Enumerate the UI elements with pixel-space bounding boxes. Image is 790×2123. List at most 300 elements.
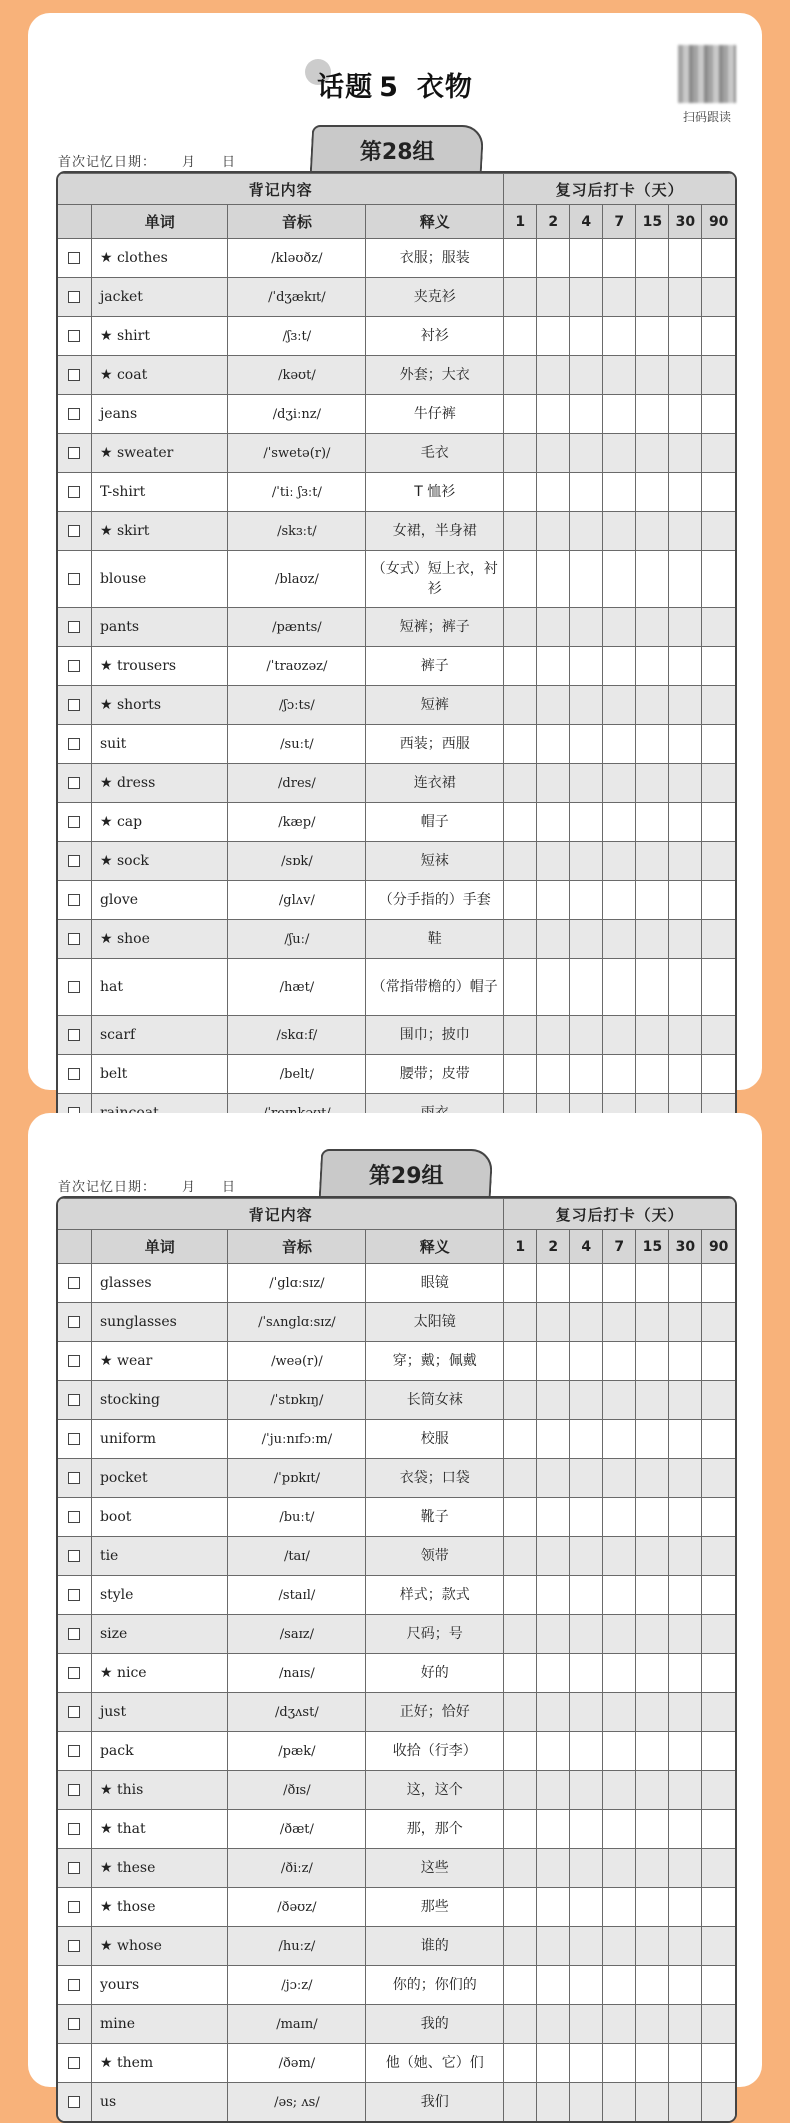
checkin-cell-day-30[interactable] bbox=[669, 1016, 702, 1055]
checkin-cell-day-7[interactable] bbox=[603, 395, 636, 434]
checkin-cell-day-7[interactable] bbox=[603, 764, 636, 803]
checkin-cell-day-15[interactable] bbox=[636, 434, 669, 473]
row-checkbox[interactable] bbox=[68, 1901, 80, 1913]
checkin-cell-day-1[interactable] bbox=[504, 1498, 537, 1537]
checkin-cell-day-15[interactable] bbox=[636, 1810, 669, 1849]
checkin-cell-day-15[interactable] bbox=[636, 842, 669, 881]
checkin-cell-day-90[interactable] bbox=[702, 1927, 735, 1966]
checkin-cell-day-7[interactable] bbox=[603, 959, 636, 1016]
checkin-cell-day-2[interactable] bbox=[537, 803, 570, 842]
checkin-cell-day-30[interactable] bbox=[669, 1459, 702, 1498]
row-checkbox[interactable] bbox=[68, 2057, 80, 2069]
checkin-cell-day-2[interactable] bbox=[537, 1615, 570, 1654]
checkin-cell-day-30[interactable] bbox=[669, 1771, 702, 1810]
checkin-cell-day-4[interactable] bbox=[570, 1303, 603, 1342]
checkin-cell-day-30[interactable] bbox=[669, 473, 702, 512]
checkin-cell-day-15[interactable] bbox=[636, 1576, 669, 1615]
checkin-cell-day-7[interactable] bbox=[603, 2005, 636, 2044]
checkin-cell-day-90[interactable] bbox=[702, 725, 735, 764]
row-checkbox[interactable] bbox=[68, 1355, 80, 1367]
checkin-cell-day-90[interactable] bbox=[702, 2083, 735, 2122]
checkin-cell-day-90[interactable] bbox=[702, 1381, 735, 1420]
checkin-cell-day-1[interactable] bbox=[504, 1459, 537, 1498]
checkin-cell-day-7[interactable] bbox=[603, 2044, 636, 2083]
checkin-cell-day-1[interactable] bbox=[504, 2044, 537, 2083]
checkin-cell-day-90[interactable] bbox=[702, 551, 735, 608]
checkin-cell-day-90[interactable] bbox=[702, 1342, 735, 1381]
checkin-cell-day-30[interactable] bbox=[669, 1055, 702, 1094]
checkin-cell-day-2[interactable] bbox=[537, 764, 570, 803]
row-checkbox[interactable] bbox=[68, 1745, 80, 1757]
row-checkbox[interactable] bbox=[68, 777, 80, 789]
checkin-cell-day-4[interactable] bbox=[570, 395, 603, 434]
checkin-cell-day-15[interactable] bbox=[636, 512, 669, 551]
row-checkbox[interactable] bbox=[68, 1433, 80, 1445]
row-checkbox[interactable] bbox=[68, 1316, 80, 1328]
checkin-cell-day-4[interactable] bbox=[570, 1459, 603, 1498]
checkin-cell-day-7[interactable] bbox=[603, 239, 636, 278]
checkin-cell-day-4[interactable] bbox=[570, 1888, 603, 1927]
checkin-cell-day-90[interactable] bbox=[702, 1693, 735, 1732]
checkin-cell-day-15[interactable] bbox=[636, 356, 669, 395]
row-checkbox[interactable] bbox=[68, 369, 80, 381]
checkin-cell-day-1[interactable] bbox=[504, 1576, 537, 1615]
checkin-cell-day-30[interactable] bbox=[669, 881, 702, 920]
checkin-cell-day-90[interactable] bbox=[702, 1498, 735, 1537]
checkin-cell-day-15[interactable] bbox=[636, 2044, 669, 2083]
checkin-cell-day-15[interactable] bbox=[636, 551, 669, 608]
checkin-cell-day-4[interactable] bbox=[570, 278, 603, 317]
checkin-cell-day-1[interactable] bbox=[504, 2083, 537, 2122]
checkin-cell-day-7[interactable] bbox=[603, 1810, 636, 1849]
checkin-cell-day-7[interactable] bbox=[603, 1654, 636, 1693]
checkin-cell-day-1[interactable] bbox=[504, 1303, 537, 1342]
checkin-cell-day-1[interactable] bbox=[504, 1732, 537, 1771]
checkin-cell-day-90[interactable] bbox=[702, 317, 735, 356]
checkin-cell-day-4[interactable] bbox=[570, 725, 603, 764]
row-checkbox[interactable] bbox=[68, 1862, 80, 1874]
checkin-cell-day-7[interactable] bbox=[603, 1927, 636, 1966]
checkin-cell-day-4[interactable] bbox=[570, 1810, 603, 1849]
checkin-cell-day-30[interactable] bbox=[669, 239, 702, 278]
row-checkbox[interactable] bbox=[68, 855, 80, 867]
checkin-cell-day-1[interactable] bbox=[504, 1615, 537, 1654]
checkin-cell-day-90[interactable] bbox=[702, 1264, 735, 1303]
checkin-cell-day-4[interactable] bbox=[570, 2083, 603, 2122]
checkin-cell-day-2[interactable] bbox=[537, 1576, 570, 1615]
checkin-cell-day-7[interactable] bbox=[603, 842, 636, 881]
checkin-cell-day-30[interactable] bbox=[669, 1732, 702, 1771]
qr-code-icon[interactable] bbox=[678, 45, 736, 103]
checkin-cell-day-30[interactable] bbox=[669, 1888, 702, 1927]
row-checkbox[interactable] bbox=[68, 1550, 80, 1562]
checkin-cell-day-15[interactable] bbox=[636, 608, 669, 647]
checkin-cell-day-1[interactable] bbox=[504, 1381, 537, 1420]
row-checkbox[interactable] bbox=[68, 1784, 80, 1796]
checkin-cell-day-7[interactable] bbox=[603, 1459, 636, 1498]
checkin-cell-day-7[interactable] bbox=[603, 512, 636, 551]
checkin-cell-day-1[interactable] bbox=[504, 1966, 537, 2005]
checkin-cell-day-2[interactable] bbox=[537, 356, 570, 395]
checkin-cell-day-4[interactable] bbox=[570, 608, 603, 647]
checkin-cell-day-2[interactable] bbox=[537, 881, 570, 920]
checkin-cell-day-90[interactable] bbox=[702, 1576, 735, 1615]
checkin-cell-day-90[interactable] bbox=[702, 764, 735, 803]
checkin-cell-day-30[interactable] bbox=[669, 1810, 702, 1849]
checkin-cell-day-90[interactable] bbox=[702, 1654, 735, 1693]
checkin-cell-day-30[interactable] bbox=[669, 278, 702, 317]
checkin-cell-day-30[interactable] bbox=[669, 1654, 702, 1693]
checkin-cell-day-7[interactable] bbox=[603, 803, 636, 842]
checkin-cell-day-7[interactable] bbox=[603, 1771, 636, 1810]
checkin-cell-day-2[interactable] bbox=[537, 1732, 570, 1771]
checkin-cell-day-1[interactable] bbox=[504, 1016, 537, 1055]
checkin-cell-day-90[interactable] bbox=[702, 1459, 735, 1498]
checkin-cell-day-7[interactable] bbox=[603, 1498, 636, 1537]
checkin-cell-day-2[interactable] bbox=[537, 239, 570, 278]
checkin-cell-day-7[interactable] bbox=[603, 686, 636, 725]
checkin-cell-day-30[interactable] bbox=[669, 959, 702, 1016]
row-checkbox[interactable] bbox=[68, 1394, 80, 1406]
checkin-cell-day-4[interactable] bbox=[570, 1849, 603, 1888]
checkin-cell-day-30[interactable] bbox=[669, 1615, 702, 1654]
checkin-cell-day-4[interactable] bbox=[570, 1498, 603, 1537]
checkin-cell-day-7[interactable] bbox=[603, 1615, 636, 1654]
checkin-cell-day-90[interactable] bbox=[702, 1016, 735, 1055]
checkin-cell-day-30[interactable] bbox=[669, 1537, 702, 1576]
checkin-cell-day-1[interactable] bbox=[504, 434, 537, 473]
checkin-cell-day-30[interactable] bbox=[669, 1381, 702, 1420]
checkin-cell-day-15[interactable] bbox=[636, 803, 669, 842]
checkin-cell-day-90[interactable] bbox=[702, 647, 735, 686]
checkin-cell-day-90[interactable] bbox=[702, 1849, 735, 1888]
checkin-cell-day-1[interactable] bbox=[504, 1342, 537, 1381]
checkin-cell-day-7[interactable] bbox=[603, 473, 636, 512]
checkin-cell-day-15[interactable] bbox=[636, 1264, 669, 1303]
checkin-cell-day-90[interactable] bbox=[702, 239, 735, 278]
checkin-cell-day-7[interactable] bbox=[603, 1016, 636, 1055]
checkin-cell-day-4[interactable] bbox=[570, 764, 603, 803]
checkin-cell-day-90[interactable] bbox=[702, 1537, 735, 1576]
row-checkbox[interactable] bbox=[68, 894, 80, 906]
checkin-cell-day-7[interactable] bbox=[603, 647, 636, 686]
checkin-cell-day-4[interactable] bbox=[570, 2044, 603, 2083]
checkin-cell-day-15[interactable] bbox=[636, 1927, 669, 1966]
checkin-cell-day-2[interactable] bbox=[537, 1420, 570, 1459]
checkin-cell-day-2[interactable] bbox=[537, 512, 570, 551]
checkin-cell-day-90[interactable] bbox=[702, 434, 735, 473]
checkin-cell-day-15[interactable] bbox=[636, 1498, 669, 1537]
checkin-cell-day-30[interactable] bbox=[669, 1303, 702, 1342]
checkin-cell-day-30[interactable] bbox=[669, 686, 702, 725]
checkin-cell-day-2[interactable] bbox=[537, 473, 570, 512]
row-checkbox[interactable] bbox=[68, 1706, 80, 1718]
checkin-cell-day-90[interactable] bbox=[702, 803, 735, 842]
checkin-cell-day-4[interactable] bbox=[570, 551, 603, 608]
checkin-cell-day-4[interactable] bbox=[570, 803, 603, 842]
checkin-cell-day-90[interactable] bbox=[702, 278, 735, 317]
row-checkbox[interactable] bbox=[68, 981, 80, 993]
checkin-cell-day-4[interactable] bbox=[570, 317, 603, 356]
checkin-cell-day-15[interactable] bbox=[636, 1771, 669, 1810]
checkin-cell-day-15[interactable] bbox=[636, 1303, 669, 1342]
checkin-cell-day-2[interactable] bbox=[537, 317, 570, 356]
checkin-cell-day-90[interactable] bbox=[702, 1771, 735, 1810]
checkin-cell-day-30[interactable] bbox=[669, 2005, 702, 2044]
checkin-cell-day-2[interactable] bbox=[537, 959, 570, 1016]
checkin-cell-day-4[interactable] bbox=[570, 239, 603, 278]
checkin-cell-day-15[interactable] bbox=[636, 278, 669, 317]
checkin-cell-day-30[interactable] bbox=[669, 1576, 702, 1615]
checkin-cell-day-4[interactable] bbox=[570, 959, 603, 1016]
checkin-cell-day-4[interactable] bbox=[570, 2005, 603, 2044]
checkin-cell-day-4[interactable] bbox=[570, 1654, 603, 1693]
checkin-cell-day-1[interactable] bbox=[504, 356, 537, 395]
checkin-cell-day-2[interactable] bbox=[537, 2044, 570, 2083]
checkin-cell-day-15[interactable] bbox=[636, 647, 669, 686]
checkin-cell-day-4[interactable] bbox=[570, 512, 603, 551]
checkin-cell-day-30[interactable] bbox=[669, 1264, 702, 1303]
checkin-cell-day-2[interactable] bbox=[537, 1537, 570, 1576]
checkin-cell-day-7[interactable] bbox=[603, 278, 636, 317]
checkin-cell-day-2[interactable] bbox=[537, 278, 570, 317]
checkin-cell-day-15[interactable] bbox=[636, 1420, 669, 1459]
checkin-cell-day-2[interactable] bbox=[537, 608, 570, 647]
checkin-cell-day-1[interactable] bbox=[504, 1420, 537, 1459]
checkin-cell-day-7[interactable] bbox=[603, 608, 636, 647]
row-checkbox[interactable] bbox=[68, 1979, 80, 1991]
checkin-cell-day-2[interactable] bbox=[537, 1016, 570, 1055]
checkin-cell-day-4[interactable] bbox=[570, 1732, 603, 1771]
checkin-cell-day-2[interactable] bbox=[537, 1693, 570, 1732]
checkin-cell-day-15[interactable] bbox=[636, 1849, 669, 1888]
row-checkbox[interactable] bbox=[68, 1589, 80, 1601]
checkin-cell-day-2[interactable] bbox=[537, 1342, 570, 1381]
row-checkbox[interactable] bbox=[68, 621, 80, 633]
checkin-cell-day-2[interactable] bbox=[537, 1927, 570, 1966]
row-checkbox[interactable] bbox=[68, 2018, 80, 2030]
checkin-cell-day-4[interactable] bbox=[570, 1771, 603, 1810]
checkin-cell-day-15[interactable] bbox=[636, 473, 669, 512]
row-checkbox[interactable] bbox=[68, 291, 80, 303]
checkin-cell-day-7[interactable] bbox=[603, 881, 636, 920]
checkin-cell-day-15[interactable] bbox=[636, 686, 669, 725]
checkin-cell-day-1[interactable] bbox=[504, 1693, 537, 1732]
row-checkbox[interactable] bbox=[68, 330, 80, 342]
checkin-cell-day-90[interactable] bbox=[702, 1966, 735, 2005]
checkin-cell-day-15[interactable] bbox=[636, 1459, 669, 1498]
checkin-cell-day-4[interactable] bbox=[570, 1420, 603, 1459]
checkin-cell-day-30[interactable] bbox=[669, 434, 702, 473]
row-checkbox[interactable] bbox=[68, 738, 80, 750]
checkin-cell-day-30[interactable] bbox=[669, 608, 702, 647]
checkin-cell-day-4[interactable] bbox=[570, 1693, 603, 1732]
checkin-cell-day-30[interactable] bbox=[669, 1498, 702, 1537]
checkin-cell-day-30[interactable] bbox=[669, 1693, 702, 1732]
row-checkbox[interactable] bbox=[68, 1277, 80, 1289]
checkin-cell-day-1[interactable] bbox=[504, 1537, 537, 1576]
checkin-cell-day-4[interactable] bbox=[570, 686, 603, 725]
checkin-cell-day-1[interactable] bbox=[504, 959, 537, 1016]
checkin-cell-day-4[interactable] bbox=[570, 1615, 603, 1654]
checkin-cell-day-15[interactable] bbox=[636, 881, 669, 920]
checkin-cell-day-1[interactable] bbox=[504, 920, 537, 959]
checkin-cell-day-7[interactable] bbox=[603, 725, 636, 764]
row-checkbox[interactable] bbox=[68, 816, 80, 828]
checkin-cell-day-90[interactable] bbox=[702, 2044, 735, 2083]
checkin-cell-day-2[interactable] bbox=[537, 551, 570, 608]
checkin-cell-day-90[interactable] bbox=[702, 512, 735, 551]
checkin-cell-day-4[interactable] bbox=[570, 1576, 603, 1615]
row-checkbox[interactable] bbox=[68, 1029, 80, 1041]
checkin-cell-day-4[interactable] bbox=[570, 1342, 603, 1381]
checkin-cell-day-15[interactable] bbox=[636, 1016, 669, 1055]
checkin-cell-day-90[interactable] bbox=[702, 1420, 735, 1459]
checkin-cell-day-90[interactable] bbox=[702, 608, 735, 647]
checkin-cell-day-15[interactable] bbox=[636, 764, 669, 803]
checkin-cell-day-90[interactable] bbox=[702, 842, 735, 881]
checkin-cell-day-2[interactable] bbox=[537, 395, 570, 434]
checkin-cell-day-90[interactable] bbox=[702, 1732, 735, 1771]
checkin-cell-day-15[interactable] bbox=[636, 1537, 669, 1576]
checkin-cell-day-30[interactable] bbox=[669, 551, 702, 608]
checkin-cell-day-30[interactable] bbox=[669, 725, 702, 764]
checkin-cell-day-1[interactable] bbox=[504, 278, 537, 317]
checkin-cell-day-15[interactable] bbox=[636, 2083, 669, 2122]
checkin-cell-day-90[interactable] bbox=[702, 356, 735, 395]
checkin-cell-day-2[interactable] bbox=[537, 1498, 570, 1537]
checkin-cell-day-90[interactable] bbox=[702, 473, 735, 512]
checkin-cell-day-7[interactable] bbox=[603, 1693, 636, 1732]
checkin-cell-day-7[interactable] bbox=[603, 1732, 636, 1771]
checkin-cell-day-90[interactable] bbox=[702, 395, 735, 434]
checkin-cell-day-2[interactable] bbox=[537, 647, 570, 686]
checkin-cell-day-15[interactable] bbox=[636, 1381, 669, 1420]
checkin-cell-day-2[interactable] bbox=[537, 1888, 570, 1927]
checkin-cell-day-15[interactable] bbox=[636, 920, 669, 959]
row-checkbox[interactable] bbox=[68, 447, 80, 459]
checkin-cell-day-1[interactable] bbox=[504, 1055, 537, 1094]
checkin-cell-day-30[interactable] bbox=[669, 647, 702, 686]
checkin-cell-day-15[interactable] bbox=[636, 725, 669, 764]
checkin-cell-day-2[interactable] bbox=[537, 2005, 570, 2044]
checkin-cell-day-1[interactable] bbox=[504, 473, 537, 512]
checkin-cell-day-90[interactable] bbox=[702, 1810, 735, 1849]
row-checkbox[interactable] bbox=[68, 933, 80, 945]
checkin-cell-day-4[interactable] bbox=[570, 434, 603, 473]
checkin-cell-day-90[interactable] bbox=[702, 1615, 735, 1654]
row-checkbox[interactable] bbox=[68, 408, 80, 420]
checkin-cell-day-4[interactable] bbox=[570, 881, 603, 920]
checkin-cell-day-2[interactable] bbox=[537, 1849, 570, 1888]
checkin-cell-day-4[interactable] bbox=[570, 1966, 603, 2005]
row-checkbox[interactable] bbox=[68, 1068, 80, 1080]
checkin-cell-day-7[interactable] bbox=[603, 434, 636, 473]
row-checkbox[interactable] bbox=[68, 1823, 80, 1835]
checkin-cell-day-30[interactable] bbox=[669, 395, 702, 434]
checkin-cell-day-1[interactable] bbox=[504, 239, 537, 278]
checkin-cell-day-1[interactable] bbox=[504, 2005, 537, 2044]
checkin-cell-day-1[interactable] bbox=[504, 881, 537, 920]
checkin-cell-day-1[interactable] bbox=[504, 1888, 537, 1927]
checkin-cell-day-15[interactable] bbox=[636, 1654, 669, 1693]
checkin-cell-day-4[interactable] bbox=[570, 1927, 603, 1966]
checkin-cell-day-15[interactable] bbox=[636, 317, 669, 356]
checkin-cell-day-7[interactable] bbox=[603, 1537, 636, 1576]
checkin-cell-day-30[interactable] bbox=[669, 1849, 702, 1888]
row-checkbox[interactable] bbox=[68, 252, 80, 264]
checkin-cell-day-4[interactable] bbox=[570, 1264, 603, 1303]
checkin-cell-day-90[interactable] bbox=[702, 881, 735, 920]
checkin-cell-day-4[interactable] bbox=[570, 1381, 603, 1420]
checkin-cell-day-90[interactable] bbox=[702, 1055, 735, 1094]
checkin-cell-day-2[interactable] bbox=[537, 1055, 570, 1094]
checkin-cell-day-1[interactable] bbox=[504, 1654, 537, 1693]
checkin-cell-day-15[interactable] bbox=[636, 1732, 669, 1771]
checkin-cell-day-1[interactable] bbox=[504, 1771, 537, 1810]
checkin-cell-day-30[interactable] bbox=[669, 1342, 702, 1381]
checkin-cell-day-30[interactable] bbox=[669, 1927, 702, 1966]
checkin-cell-day-15[interactable] bbox=[636, 1888, 669, 1927]
row-checkbox[interactable] bbox=[68, 1472, 80, 1484]
checkin-cell-day-2[interactable] bbox=[537, 842, 570, 881]
checkin-cell-day-4[interactable] bbox=[570, 920, 603, 959]
row-checkbox[interactable] bbox=[68, 1667, 80, 1679]
checkin-cell-day-7[interactable] bbox=[603, 1888, 636, 1927]
checkin-cell-day-2[interactable] bbox=[537, 1459, 570, 1498]
checkin-cell-day-90[interactable] bbox=[702, 920, 735, 959]
checkin-cell-day-30[interactable] bbox=[669, 1420, 702, 1459]
checkin-cell-day-30[interactable] bbox=[669, 2083, 702, 2122]
checkin-cell-day-90[interactable] bbox=[702, 1888, 735, 1927]
checkin-cell-day-2[interactable] bbox=[537, 1771, 570, 1810]
checkin-cell-day-30[interactable] bbox=[669, 317, 702, 356]
checkin-cell-day-15[interactable] bbox=[636, 959, 669, 1016]
checkin-cell-day-1[interactable] bbox=[504, 512, 537, 551]
checkin-cell-day-30[interactable] bbox=[669, 764, 702, 803]
checkin-cell-day-4[interactable] bbox=[570, 1537, 603, 1576]
checkin-cell-day-7[interactable] bbox=[603, 1966, 636, 2005]
checkin-cell-day-7[interactable] bbox=[603, 920, 636, 959]
checkin-cell-day-2[interactable] bbox=[537, 434, 570, 473]
checkin-cell-day-15[interactable] bbox=[636, 2005, 669, 2044]
checkin-cell-day-15[interactable] bbox=[636, 1342, 669, 1381]
row-checkbox[interactable] bbox=[68, 2096, 80, 2108]
checkin-cell-day-7[interactable] bbox=[603, 2083, 636, 2122]
checkin-cell-day-1[interactable] bbox=[504, 842, 537, 881]
checkin-cell-day-2[interactable] bbox=[537, 1381, 570, 1420]
row-checkbox[interactable] bbox=[68, 1628, 80, 1640]
row-checkbox[interactable] bbox=[68, 1940, 80, 1952]
row-checkbox[interactable] bbox=[68, 573, 80, 585]
row-checkbox[interactable] bbox=[68, 486, 80, 498]
checkin-cell-day-30[interactable] bbox=[669, 920, 702, 959]
checkin-cell-day-7[interactable] bbox=[603, 1381, 636, 1420]
checkin-cell-day-15[interactable] bbox=[636, 1615, 669, 1654]
checkin-cell-day-1[interactable] bbox=[504, 608, 537, 647]
checkin-cell-day-1[interactable] bbox=[504, 803, 537, 842]
checkin-cell-day-90[interactable] bbox=[702, 959, 735, 1016]
checkin-cell-day-15[interactable] bbox=[636, 1693, 669, 1732]
checkin-cell-day-7[interactable] bbox=[603, 1576, 636, 1615]
checkin-cell-day-4[interactable] bbox=[570, 1016, 603, 1055]
checkin-cell-day-30[interactable] bbox=[669, 356, 702, 395]
checkin-cell-day-7[interactable] bbox=[603, 317, 636, 356]
checkin-cell-day-4[interactable] bbox=[570, 647, 603, 686]
checkin-cell-day-7[interactable] bbox=[603, 1303, 636, 1342]
checkin-cell-day-2[interactable] bbox=[537, 1654, 570, 1693]
checkin-cell-day-1[interactable] bbox=[504, 551, 537, 608]
